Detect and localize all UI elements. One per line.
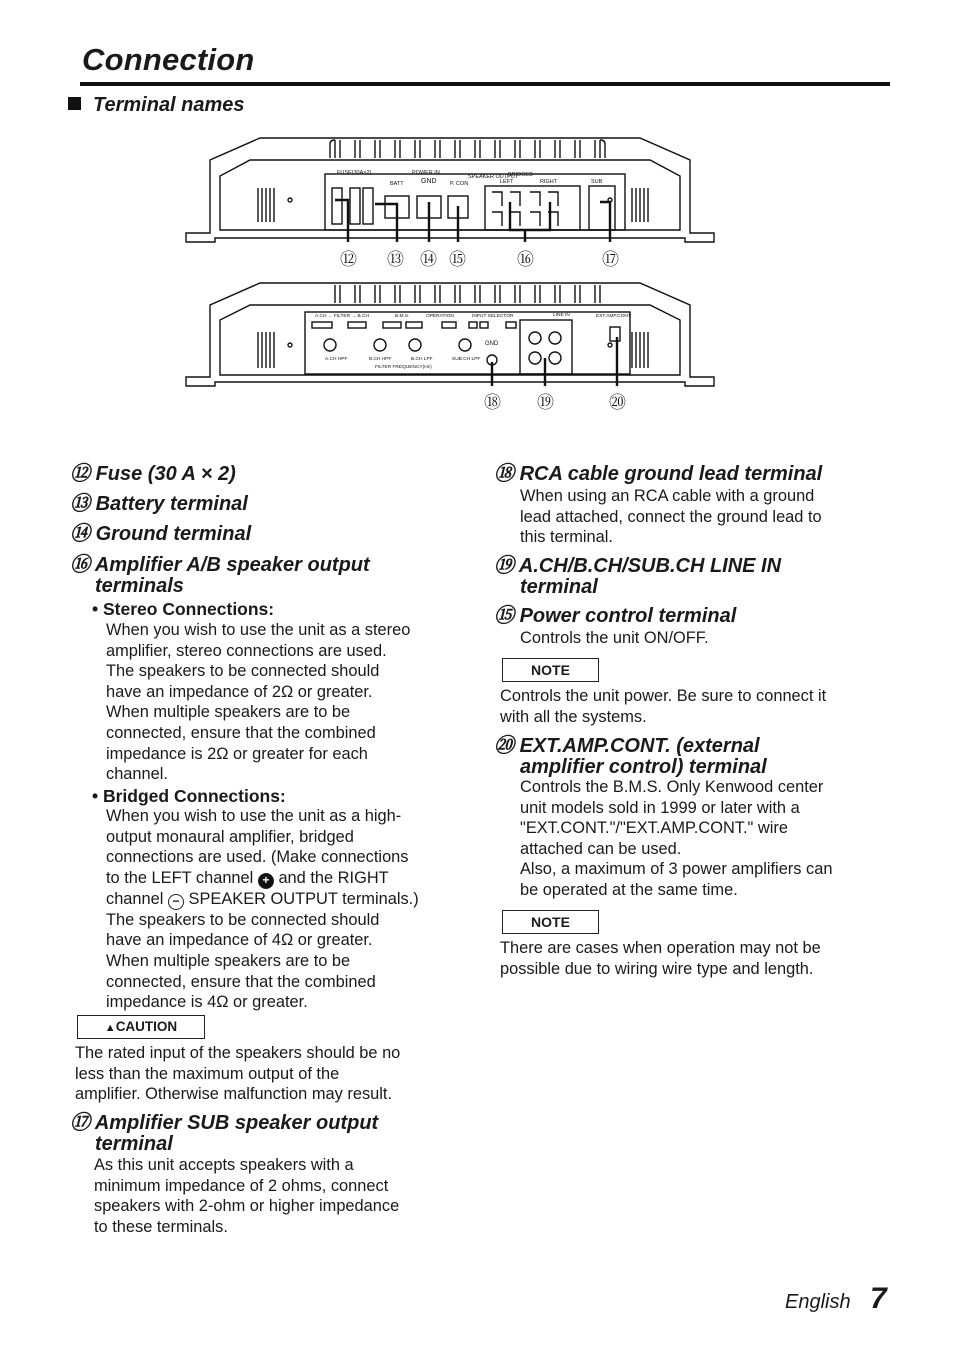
bridged-line: have an impedance of 4Ω or greater.: [106, 931, 373, 950]
label-bch-hpf: B.CH HPF: [369, 357, 392, 362]
item-20-heading: [494, 736, 760, 757]
label-line-in: LINE IN: [553, 313, 570, 318]
item-18-text: [520, 486, 900, 548]
label-filter-frequency: FILTER FREQUENCY(Hz): [375, 365, 432, 370]
label-speaker-output: SPEAKER OUTPUT: [468, 174, 519, 180]
note-2-line: There are cases when operation may not be: [500, 939, 821, 957]
bridged-line: connections are used. (Make connections: [106, 848, 409, 867]
item-20-num: ⑳: [494, 735, 514, 757]
bridged-line: The speakers to be connected should: [106, 910, 380, 929]
item-17-title-2: terminal: [95, 1133, 173, 1155]
language-label: English: [785, 1291, 851, 1313]
bridged-line: [106, 889, 476, 910]
bridged-line: When multiple speakers are to be: [106, 951, 351, 970]
item-18-title: RCA cable ground lead terminal: [519, 463, 823, 485]
label-bch-lpf: B.CH LPF: [411, 357, 433, 362]
caution-text: [75, 1043, 465, 1105]
bridged-text: [106, 806, 476, 1013]
item-20-line: Also, a maximum of 3 power amplifiers can: [520, 860, 833, 879]
item-19-num: ⑲: [494, 555, 514, 577]
label-ext-amp-cont: EXT.AMP.CONT: [596, 314, 631, 319]
label-operation: OPERATION: [426, 314, 454, 319]
item-16-heading: [70, 555, 370, 576]
item-17-heading: [70, 1113, 378, 1134]
label-pcon: P. CON: [450, 181, 469, 187]
item-17-line: speakers with 2-ohm or higher impedance: [94, 1197, 400, 1216]
top-panel: [186, 138, 714, 242]
bridged-line-4a: to the LEFT channel: [106, 868, 254, 887]
stereo-line: When multiple speakers are to be: [106, 703, 351, 722]
label-subch-lpf: SUB.CH LPF: [452, 357, 481, 362]
label-gnd-top: GND: [421, 178, 437, 185]
item-15-title: Power control terminal: [519, 605, 737, 627]
square-bullet-icon: [68, 97, 81, 110]
item-17-line: As this unit accepts speakers with a: [94, 1156, 354, 1174]
item-13-heading: [70, 494, 248, 515]
label-filter: A.CH ← FILTER → B.CH: [315, 314, 370, 319]
item-14-num: ⑭: [70, 523, 90, 545]
item-17-title-1: Amplifier SUB speaker output: [94, 1112, 379, 1134]
bridged-line: connected, ensure that the combined: [106, 972, 376, 991]
item-15-num: ⑮: [494, 605, 514, 627]
item-18-num: ⑱: [494, 463, 514, 485]
caution-label: [77, 1015, 205, 1039]
warning-triangle-icon: ▲: [104, 1022, 116, 1034]
item-20-line: "EXT.CONT."/"EXT.AMP.CONT." wire: [520, 819, 788, 838]
label-gnd-bottom: GND: [485, 341, 499, 347]
label-bms: B.M.S.: [395, 314, 410, 319]
label-input-selector: INPUT SELECTOR: [472, 314, 514, 319]
item-20-title-1: EXT.AMP.CONT. (external: [519, 735, 760, 757]
item-13-title: Battery terminal: [95, 493, 248, 515]
label-sub-top: SUB: [591, 179, 603, 185]
caution-line: less than the maximum output of the: [75, 1064, 340, 1083]
label-ach-hpf: A.CH HPF: [325, 357, 348, 362]
stereo-line: channel.: [106, 765, 168, 784]
bridged-line-4b: and the RIGHT: [278, 868, 389, 887]
item-17-line: to these terminals.: [94, 1217, 228, 1236]
item-16-title-2: terminals: [95, 575, 184, 597]
stereo-line: amplifier, stereo connections are used.: [106, 641, 387, 660]
label-fuse: FUSE(30A×2): [337, 170, 372, 176]
item-19-title-1: A.CH/B.CH/SUB.CH LINE IN: [518, 555, 782, 577]
item-16-title-1: Amplifier A/B speaker output: [94, 554, 370, 576]
item-12-title: Fuse (30 A × 2): [95, 463, 236, 485]
bridged-line: [106, 868, 476, 889]
bridged-line: When you wish to use the unit as a high-: [106, 807, 402, 825]
note-2-line: possible due to wiring wire type and length.: [500, 959, 814, 978]
section-heading-text: Terminal names: [93, 94, 245, 116]
item-20-line: be operated at the same time.: [520, 880, 738, 899]
callout-14: ⑭: [420, 250, 437, 269]
stereo-line: When you wish to use the unit as a stereo: [106, 621, 411, 639]
minus-terminal-icon: −: [168, 894, 184, 910]
callout-12: ⑫: [340, 250, 357, 269]
item-12-num: ⑫: [70, 463, 90, 485]
label-left: LEFT: [500, 179, 514, 185]
item-17-line: minimum impedance of 2 ohms, connect: [94, 1176, 389, 1195]
title-rule: [80, 82, 890, 86]
item-19-heading: [494, 556, 781, 577]
item-19-title-2: terminal: [520, 576, 598, 598]
callout-13: ⑬: [387, 250, 404, 269]
bridged-line-5a: channel: [106, 889, 164, 908]
stereo-line: impedance is 2Ω or greater for each: [106, 744, 368, 763]
item-20-line: attached can be used.: [520, 839, 682, 858]
callout-19: ⑲: [537, 393, 554, 412]
stereo-heading: • Stereo Connections:: [92, 599, 275, 619]
callout-18: ⑱: [484, 393, 501, 412]
caution-line: amplifier. Otherwise malfunction may result.: [75, 1085, 392, 1104]
item-14-title: Ground terminal: [95, 523, 252, 545]
stereo-text: [106, 620, 476, 785]
bridged-line: impedance is 4Ω or greater.: [106, 993, 308, 1012]
caution-label-text: CAUTION: [115, 1019, 178, 1034]
bridged-line-5b: SPEAKER OUTPUT terminals.): [188, 889, 419, 908]
label-right: RIGHT: [540, 179, 558, 185]
note-label-1: NOTE: [502, 658, 599, 682]
item-17-num: ⑰: [70, 1112, 90, 1134]
plus-terminal-icon: +: [258, 873, 274, 889]
item-20-title-2: amplifier control) terminal: [520, 756, 767, 778]
caution-line: The rated input of the speakers should be no: [75, 1044, 401, 1062]
callout-15: ⑮: [449, 250, 466, 269]
bottom-panel: [186, 283, 714, 386]
item-18-line: this terminal.: [520, 528, 613, 547]
label-power-in: POWER IN: [412, 170, 440, 176]
label-batt: BATT: [390, 181, 404, 187]
stereo-line: The speakers to be connected should: [106, 662, 380, 681]
item-15-text: Controls the unit ON/OFF.: [520, 629, 709, 647]
item-20-line: unit models sold in 1999 or later with a: [520, 798, 800, 817]
item-18-line: lead attached, connect the ground lead to: [520, 507, 822, 526]
page-title: Connection: [82, 42, 255, 77]
amplifier-terminal-diagram: [180, 130, 720, 415]
note-1-line: Controls the unit power. Be sure to connect it: [500, 687, 827, 705]
item-18-heading: [494, 464, 822, 485]
stereo-line: connected, ensure that the combined: [106, 723, 376, 742]
callout-16: ⑯: [517, 250, 534, 269]
callout-17: ⑰: [602, 250, 619, 269]
item-16-num: ⑯: [70, 554, 90, 576]
item-20-line: Controls the B.M.S. Only Kenwood center: [520, 778, 824, 796]
note-1-text: [500, 686, 900, 727]
item-18-line: When using an RCA cable with a ground: [520, 487, 815, 505]
item-20-text: [520, 777, 900, 901]
item-12-heading: [70, 464, 236, 485]
label-bridged: BRIDGED: [508, 172, 534, 178]
item-17-text: [94, 1155, 474, 1237]
item-13-num: ⑬: [70, 493, 90, 515]
bridged-heading: • Bridged Connections:: [92, 786, 286, 806]
page-number: 7: [870, 1282, 887, 1315]
note-1-line: with all the systems.: [500, 707, 647, 726]
stereo-line: have an impedance of 2Ω or greater.: [106, 682, 373, 701]
note-label-2: NOTE: [502, 910, 599, 934]
section-heading: [68, 94, 245, 117]
callout-20: ⑳: [609, 393, 626, 412]
bridged-line: output monaural amplifier, bridged: [106, 827, 354, 846]
item-15-heading: [494, 606, 736, 627]
item-14-heading: [70, 524, 251, 545]
note-2-text: [500, 938, 900, 979]
